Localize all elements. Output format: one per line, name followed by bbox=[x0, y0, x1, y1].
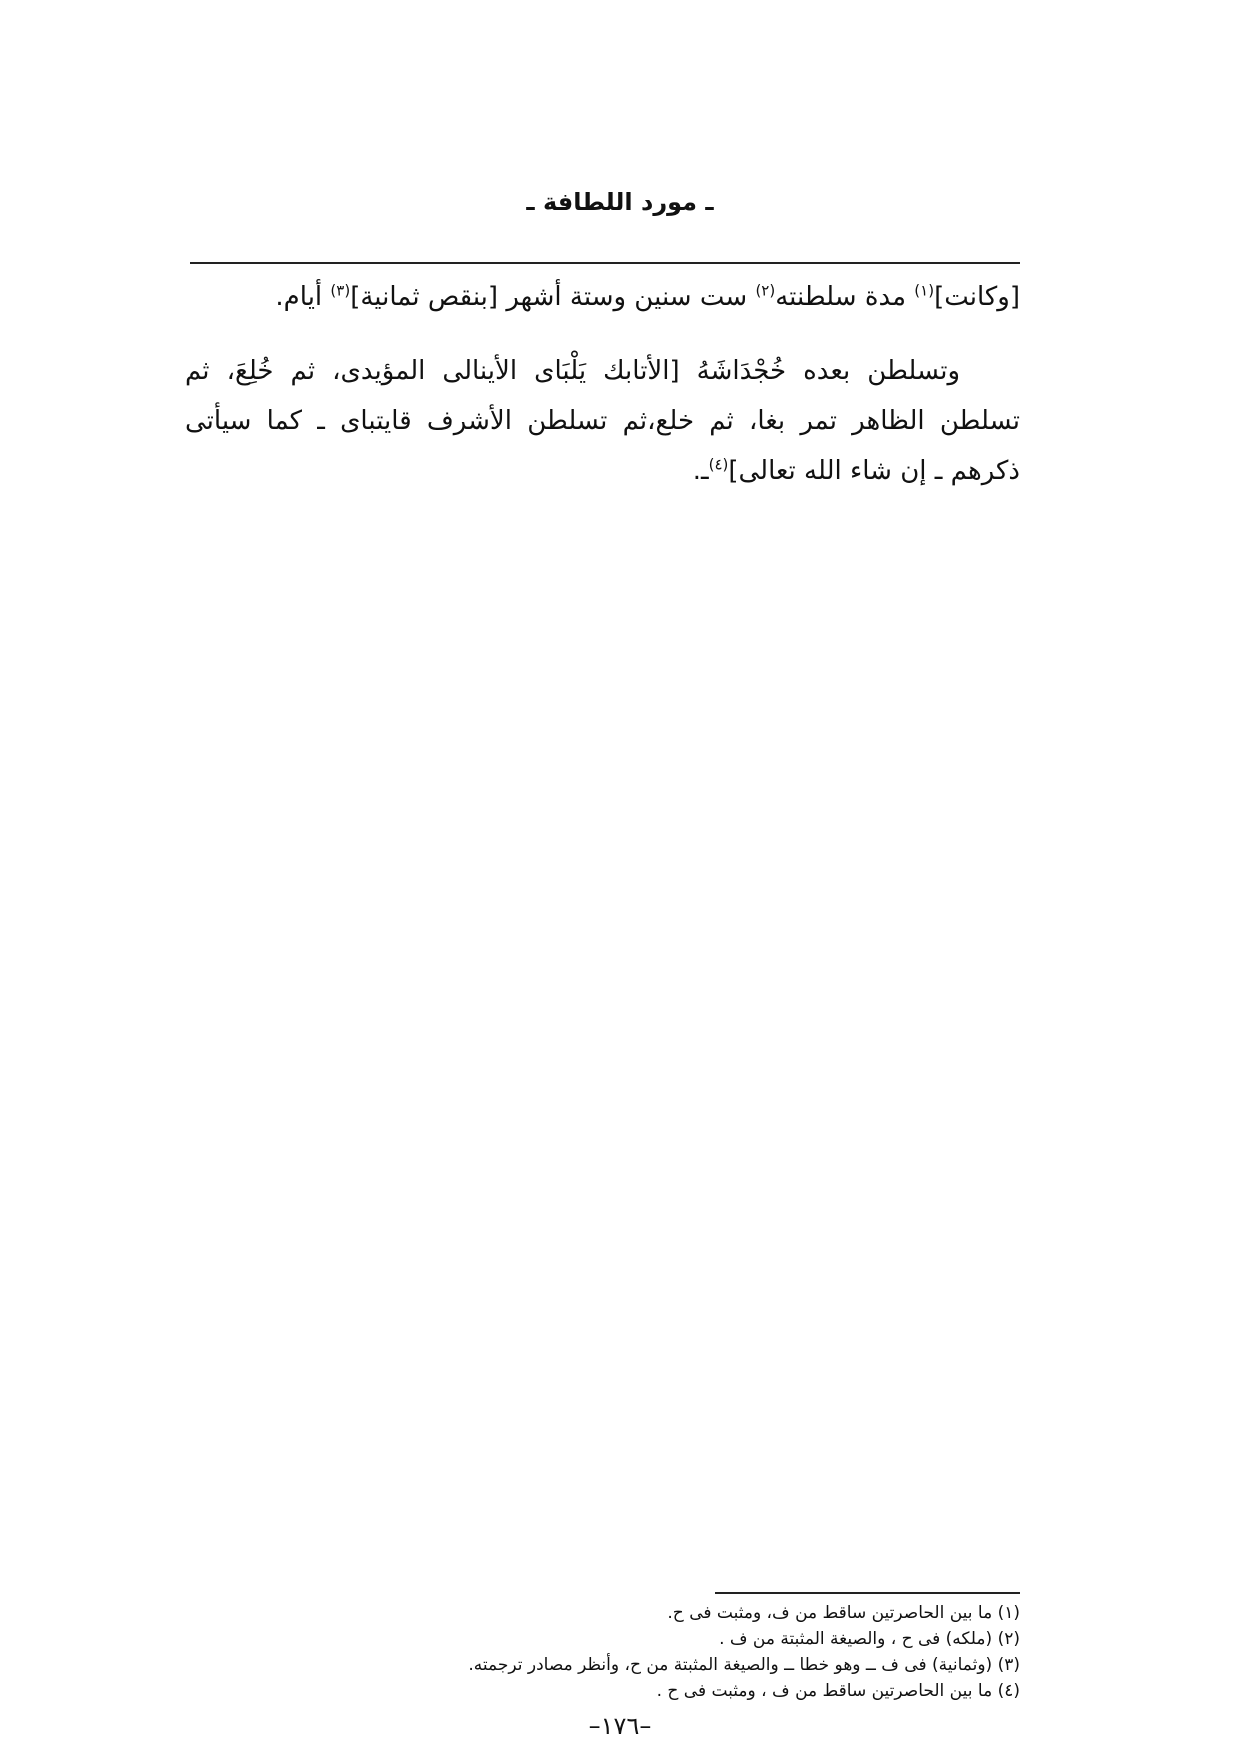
footnote-3: (٣) (وثمانية) فى ف ــ وهو خطا ــ والصيغة المثبتة من ح، وأنظر مصادر ترجمته. bbox=[468, 1655, 1020, 1675]
main-text bbox=[185, 272, 1020, 520]
footnote-ref-2: (٢) bbox=[755, 281, 776, 300]
footnote-rule bbox=[715, 1592, 1020, 1594]
running-header: ـ مورد اللطافة ـ bbox=[526, 188, 714, 216]
paragraph-1-text-b: مدة سلطنته bbox=[775, 282, 915, 312]
footnote-ref-1: (١) bbox=[914, 281, 935, 300]
paragraph-1-text-d: أيام. bbox=[275, 282, 331, 312]
footnote-4: (٤) ما بين الحاصرتين ساقط من ف ، ومثبت فى ح . bbox=[656, 1681, 1020, 1701]
paragraph-2 bbox=[185, 346, 1020, 496]
paragraph-2-text-b: ـ. bbox=[692, 456, 709, 486]
paragraph-1-text-c: ست سنين وستة أشهر [بنقص ثمانية] bbox=[350, 282, 756, 312]
header-rule bbox=[190, 262, 1020, 264]
page-number: –١٧٦– bbox=[588, 1712, 652, 1740]
footnote-2: (٢) (ملكه) فى ح ، والصيغة المثبتة من ف . bbox=[719, 1629, 1020, 1649]
footnote-ref-4: (٤) bbox=[708, 455, 729, 474]
footnote-ref-3: (٣) bbox=[330, 281, 351, 300]
paragraph-1-text-a: [وكانت] bbox=[934, 282, 1020, 312]
paragraph-1 bbox=[185, 272, 1020, 322]
paragraph-2-text-a: وتسلطن بعده خُجْدَاشَهُ [الأتابك يَلْبَاى الأينالى المؤيدى، ثم خُلِعَ، ثم تسلطن الظاهر تمر بغا، ثم خلع،ثم تسلطن الأشرف قايتباى ـ كما سيأتى ذكرهم ـ إن شاء الله تعالى] bbox=[185, 356, 1020, 486]
footnote-1: (١) ما بين الحاصرتين ساقط من ف، ومثبت فى ح. bbox=[667, 1603, 1020, 1623]
footnotes bbox=[300, 1600, 1020, 1704]
